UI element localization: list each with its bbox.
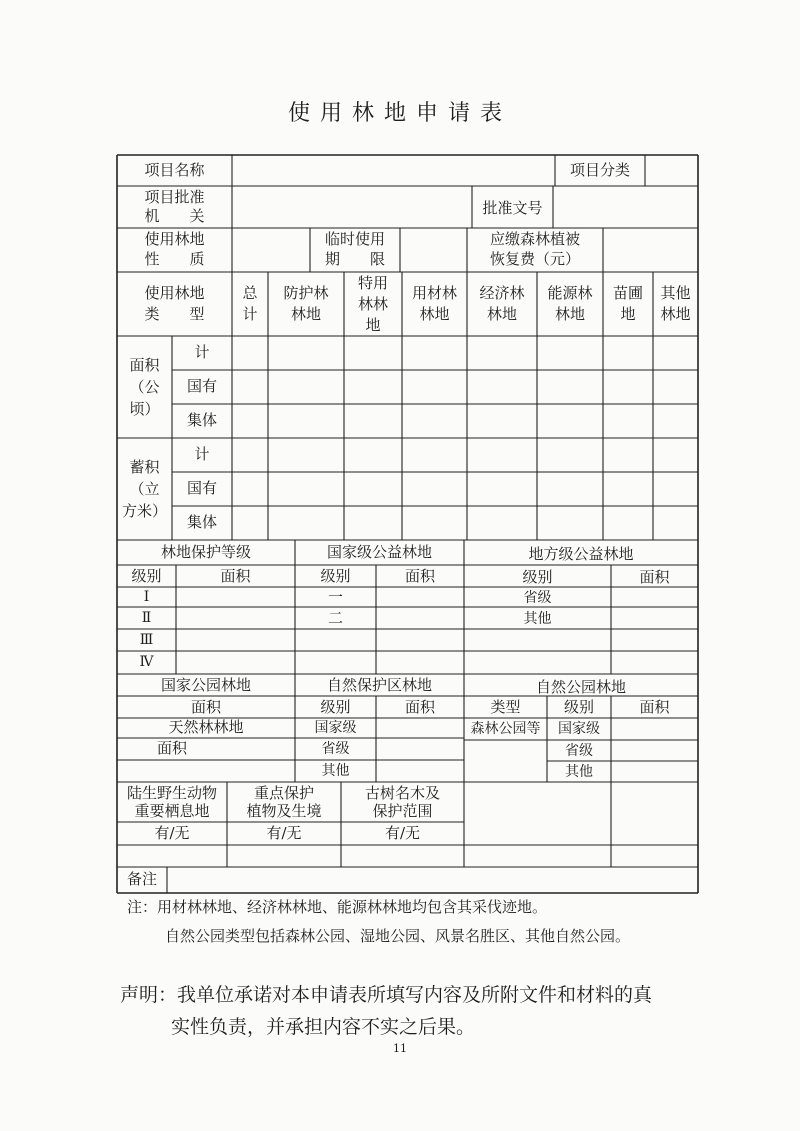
page-number: 11 bbox=[393, 1042, 407, 1055]
col-nursery-line1: 苗圃 bbox=[612, 284, 643, 302]
land-nature-label-line2: 性 质 bbox=[144, 250, 205, 268]
col-timber-line1: 用材林 bbox=[411, 284, 457, 302]
volume-row-total: 计 bbox=[194, 445, 210, 463]
project-name-label: 项目名称 bbox=[144, 161, 205, 179]
land-type-label-line1: 使用林地 bbox=[144, 284, 205, 302]
col-nursery-line2: 地 bbox=[620, 305, 636, 323]
col-economic-line1: 经济林 bbox=[479, 284, 525, 302]
restoration-fee-label-line2: 恢复费（元） bbox=[489, 250, 580, 268]
note-line-2: 自然公园类型包括森林公园、湿地公园、风景名胜区、其他自然公园。 bbox=[165, 927, 631, 945]
wildlife-yes-no: 有/无 bbox=[154, 824, 190, 842]
note-line-1: 注：用材林林地、经济林林地、能源林林地均包含其采伐迹地。 bbox=[127, 898, 548, 916]
restoration-fee-label-line1: 应缴森林植被 bbox=[489, 230, 580, 248]
protection-level-col: 级别 bbox=[131, 567, 162, 585]
col-energy-line1: 能源林 bbox=[547, 284, 593, 302]
reserve-level-provincial: 省级 bbox=[321, 741, 350, 757]
protection-level-2: Ⅱ bbox=[141, 610, 152, 626]
area-label-line1: 面积 bbox=[129, 356, 160, 374]
natural-park-type-col: 类型 bbox=[490, 698, 521, 716]
col-timber-line2: 林地 bbox=[419, 305, 450, 323]
remarks-label: 备注 bbox=[126, 870, 157, 888]
protection-level-4: Ⅳ bbox=[139, 654, 154, 670]
natural-park-level-national: 国家级 bbox=[558, 721, 600, 737]
area-label-line2: （公 bbox=[129, 378, 160, 396]
wildlife-habitat-line1: 陆生野生动物 bbox=[126, 784, 217, 802]
local-level-other: 其他 bbox=[523, 611, 552, 627]
declaration-line-2: 实性负责，并承担内容不实之后果。 bbox=[171, 1016, 476, 1038]
national-area-col: 面积 bbox=[404, 567, 435, 585]
reserve-header: 自然保护区林地 bbox=[326, 676, 432, 694]
natural-park-type-value: 森林公园等 bbox=[470, 721, 541, 737]
col-total-line1: 总 bbox=[242, 284, 258, 302]
protected-plant-line2: 植物及生境 bbox=[246, 802, 322, 820]
volume-label-line1: 蓄积 bbox=[129, 458, 160, 476]
area-row-collective: 集体 bbox=[186, 411, 217, 429]
protected-plant-line1: 重点保护 bbox=[253, 784, 314, 802]
volume-label-line3: 方米） bbox=[121, 502, 167, 520]
tree-yes-no: 有/无 bbox=[384, 824, 421, 842]
natural-park-level-provincial: 省级 bbox=[565, 743, 593, 759]
land-type-label-line2: 类 型 bbox=[144, 305, 205, 323]
ancient-tree-line2: 保护范围 bbox=[372, 802, 433, 820]
form-title: 使用林地申请表 bbox=[287, 101, 512, 126]
national-level-2: 二 bbox=[327, 609, 343, 627]
natural-forest-header: 天然林林地 bbox=[168, 718, 244, 736]
plant-yes-no: 有/无 bbox=[266, 824, 302, 842]
col-total-line2: 计 bbox=[242, 305, 258, 323]
natural-park-header: 自然公园林地 bbox=[535, 678, 626, 696]
ancient-tree-line1: 古树名木及 bbox=[364, 784, 440, 802]
national-park-header: 国家公园林地 bbox=[160, 676, 251, 694]
reserve-level-national: 国家级 bbox=[314, 720, 357, 736]
local-level-provincial: 省级 bbox=[523, 590, 552, 606]
natural-forest-area: 面积 bbox=[156, 739, 187, 757]
protection-level-3: Ⅲ bbox=[139, 632, 154, 648]
land-nature-label-line1: 使用林地 bbox=[144, 230, 205, 248]
volume-label-line2: （立 bbox=[129, 480, 160, 498]
natural-park-area-col: 面积 bbox=[639, 698, 670, 716]
wildlife-habitat-line2: 重要栖息地 bbox=[134, 802, 210, 820]
approval-org-label-line1: 项目批准 bbox=[144, 188, 205, 206]
protection-level-header: 林地保护等级 bbox=[160, 543, 251, 561]
declaration-line-1: 声明：我单位承诺对本申请表所填写内容及所附文件和材料的真 bbox=[120, 984, 653, 1006]
national-park-area: 面积 bbox=[190, 698, 221, 716]
reserve-area-col: 面积 bbox=[404, 698, 435, 716]
local-level-col: 级别 bbox=[522, 568, 553, 586]
national-welfare-header: 国家级公益林地 bbox=[326, 543, 432, 561]
col-protective-line1: 防护林 bbox=[283, 284, 329, 302]
natural-park-level-col: 级别 bbox=[563, 698, 594, 716]
national-level-col: 级别 bbox=[320, 567, 351, 585]
volume-row-state: 国有 bbox=[186, 479, 217, 497]
temp-period-label-line1: 临时使用 bbox=[324, 230, 385, 248]
area-row-state: 国有 bbox=[186, 377, 217, 395]
volume-row-collective: 集体 bbox=[186, 513, 217, 531]
col-other-line1: 其他 bbox=[660, 284, 691, 302]
reserve-level-col: 级别 bbox=[320, 698, 351, 716]
local-area-col: 面积 bbox=[639, 568, 670, 586]
col-special-line2: 林林 bbox=[357, 295, 388, 313]
natural-park-level-other: 其他 bbox=[565, 764, 593, 780]
local-welfare-header: 地方级公益林地 bbox=[528, 545, 634, 563]
approval-doc-no-label: 批准文号 bbox=[482, 199, 543, 217]
col-economic-line2: 林地 bbox=[486, 305, 517, 323]
col-special-line1: 特用 bbox=[357, 274, 388, 292]
col-energy-line2: 林地 bbox=[554, 305, 585, 323]
col-special-line3: 地 bbox=[365, 316, 381, 334]
project-category-label: 项目分类 bbox=[569, 161, 630, 179]
protection-level-1: Ⅰ bbox=[143, 589, 150, 605]
national-level-1: 一 bbox=[327, 588, 343, 606]
area-label-line3: 顷） bbox=[129, 400, 160, 418]
protection-area-col: 面积 bbox=[220, 567, 251, 585]
area-row-total: 计 bbox=[194, 343, 210, 361]
temp-period-label-line2: 期 限 bbox=[324, 250, 385, 268]
approval-org-label-line2: 机 关 bbox=[144, 207, 205, 225]
reserve-level-other: 其他 bbox=[321, 763, 350, 779]
col-other-line2: 林地 bbox=[660, 305, 691, 323]
col-protective-line2: 林地 bbox=[290, 305, 321, 323]
